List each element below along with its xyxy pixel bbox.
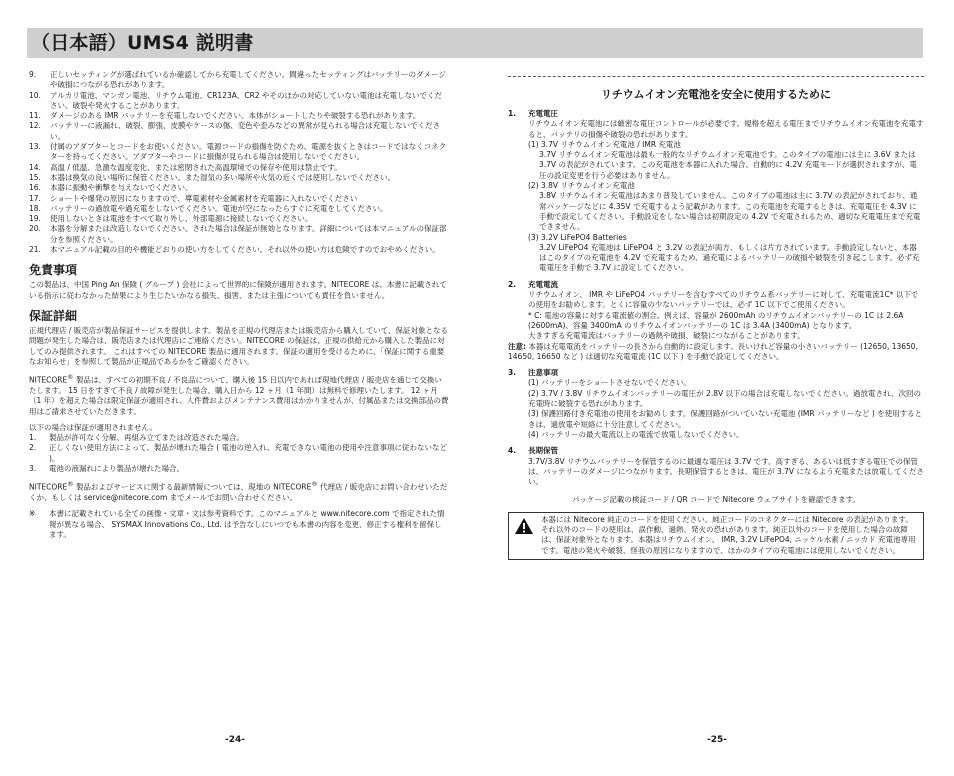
section-charge-current: 2. 充電電流 リチウムイオン、 IMR や LiFePO4 バッテリーを含むすべてのリチウム系バッテリーに対して、充電電流1C* 以下での使用をお勧めします。とくに容量の少ないバッテリーでは、必ず 1C 以下でご使用ください。 * C: 電池の容量に対する電流値の割合。例えば、容量が 2600mAh のリチウムイオンバッテリーの 1C は 2.6A (2600mA)、容量 3400mA のリチウムイオンバッテリーの 1C は 3.4A (3400mA) となります。 大きすぎる充電電流はバッテリーの過熱や破損、破裂につながることがあります。 注意: 本器は充電電流をバッテリーの長さから自動的に設定します。長いけれど容量の小さいバッテリー (12650, 13650, 14650, 16650 など ) は適切な充電電流 (1C 以下 ) を手動で設定してください。 [508,280,924,362]
verify-line: パッケージ記載の検証コード / QR コードで Nitecore ウェブサイトを確認できます。 [572,495,860,505]
section-charge-voltage: 1. 充電電圧 リチウムイオン充電池には厳密な電圧コントロールが必要です。規格を超える電圧までリチウムイオン充電池を充電すると、バッテリの損傷や破裂の恐れがあります。 (1) 3.7V リチウムイオン充電池 / IMR 充電池 3.7V リチウムイオン充電池は最も一般的なリチウムイオン充電池です。このタイプの電池には主に 3.6V または 3.7V の表記がされています。この充電池を本器に入れた場合、自動的に 4.2V 充電モードが選択されますが、電圧の設定変更を行う必要はありません。 (2) 3.8V リチウムイオン充電池 3.8V リチウムイオン充電池はあまり普及していません。このタイプの電池は主に 3.7V の表記がされており、通常パッケージなどに 4.35V で充電するよう記載があります。この充電池を充電するときは、充電電圧を 4.3V に手動で設定してください。手動設定をしない場合は初期設定の 4.2V で充電されるため、適切な充電電圧まで充電できません。 (3) 3.2V LiFePO4 Batteries 3.2V LiFePO4 充電池は LiFePO4 と 3.2V の表記が両方、もしくは片方されています。手動設定しないと、本器はこのタイプの充電池を 4.2V で充電するため、過充電によるバッテリーの破損や破裂を引き起こします。必ず充電電圧を手動で 3.7V に設定してください。 [508,109,924,273]
list-item: 10. アルカリ電池、マンガン電池、リチウム電池、CR123A、CR2 やそのほかの対応していない電池は充電しないでください。破裂や発火することがあります。 [29,90,442,110]
note-text: 本書に記載されている全ての画像・文章・文は参考資料です。このマニュアルと www.nitecore.com で指定された情報が異なる場合、 SYSMAX Innovations Co., Ltd. は予告なしにいつでも本書の内容を変更、修正する権利を留保します。 [49,509,445,539]
disclaimer-heading: 免責事項 [29,263,78,278]
warning-text: 本器には Nitecore 純正のコードを使用ください。純正コードのコネクターには Nitecore の表記があります。それ以外のコードの使用は、誤作動、過熱、発火の恐れがあります。純正以外のコードを使用した場合の故障は、保証対象外となります。本器はリチウムイオン、 IMR, 3.2V LiFePO4, ニッケル水素 / ニッカド 充電池専用です。電池の発火や破裂、怪我の原因になりますので、ほかのタイプの充電池には使用しないでください。 [541,514,916,555]
list-item: 3. 電池の液漏れにより製品が壊れた場合。 [29,464,184,473]
left-column [29,70,449,540]
section-storage: 4. 長期保管 3.7V/3.8V リチウムバッテリーを保管するのに最適な電圧は 3.7V です。高すぎる、あるいは低すぎる電圧での保管は、バッテリーのダメージにつながります。長期保管するときは、電圧が 3.7V になるよう充電または放電してください。 [508,446,924,487]
caution-list [29,70,449,255]
list-item: 17. ショートや爆発の原因になりますので、導電素材や金属素材を充電器に入れないでください [29,193,358,203]
page-title: （日本語）UMS4 説明書 [31,32,254,54]
list-item: 11. ダメージのある IMR バッテリーを充電しないでください。本体がショートしたりや破裂する恐れがあります。 [29,111,421,121]
list-item: 14. 高温 / 低温、急激な温度変化、または密閉された高温環境での保存や使用は禁止です。 [29,162,342,172]
list-item: 15. 本器は換気の良い場所に保管ください。また湿気の多い場所や火気の近くでは使用しないでください。 [29,172,395,182]
warranty-paragraph-1: 正規代理店 / 販売店が製品保証サービスを提供します。製品を正規の代理店または販売店から購入していて、保証対象となる問題が発生した場合は、販売店または代理店にご連絡ください。NITECORE の保証は、正規の供給元から購入した製品に対してのみ提供されます。 これはすべての NITECORE 製品に適用されます。保証の適用を受けるために、「保証に関する重要なお知らせ」を参照して製品が正規品であるかをご確認ください。 [29,325,449,366]
note-mark: ※ [29,509,36,519]
list-item: 9. 正しいセッティングが選ばれているか確認してから充電してください。間違ったセッティングはバッテリーのダメージや破損につながる恐れがあります。 [29,70,446,90]
list-item: 2. 正しくない使用方法によって、製品が壊れた場合 ( 電池の逆入れ、充電できない電池の使用や注意事項に従わないなど )。 [29,443,447,463]
section-cautions: 3. 注意事項 (1) バッテリーをショートさせないでください。 (2) 3.7V / 3.8V リチウムイオンバッテリーの電圧が 2.8V 以下の場合は充電しないでください。過放電され、次回の充電時に破裂する恐れがあります。 (3) 保護回路付き充電池の使用をお勧めします。保護回路がついていない充電池 (IMR バッテリーなど ) を使用するときは、過放電や短絡に十分注意してください。 (4) バッテリーの最大電流以上の電流で放電しないでください。 [508,368,923,439]
list-item: 20. 本器を分解または改造しないでください。された場合は保証が無効となります。詳細については本マニュアルの保証部分を参照ください。 [29,224,447,244]
disclaimer-text: この製品は、中国 Ping An 保険 ( グループ ) 会社によって世界的に保険が適用されます。NITECORE は、本書に記載されている指示に従わなかった結果により生じたいかなる損失、損害、または主張についても責任を負いません。 [29,280,447,300]
page-number-left: -24- [225,735,245,745]
warning-box [508,512,924,560]
warranty-heading: 保証詳細 [29,308,78,323]
attention-note: 注意: 本器は充電電流をバッテリーの長さから自動的に設定します。長いけれど容量の小さいバッテリー (12650, 13650, 14650, 16650 など ) は適切な充電電流 (1C 以下 ) を手動で設定してください。 [508,341,918,361]
list-item: 12. バッテリーに液漏れ、破裂、膨張、皮膜やケースの傷、変色や歪みなどの異常が見られる場合は充電しないでください。 [29,121,441,141]
list-item: 19. 使用しないときは電池をすべて取り外し、外部電源に接続しないでください。 [29,214,313,224]
right-column [508,76,924,560]
title-bar [27,28,923,58]
list-item: 13. 付属のアダプターとコードをお使いください。電源コードの損傷を防ぐため、電源を抜くときはコードではなくコネクターを持ってください。アダプターやコードに損傷が見られる場合は使用しないでください。 [29,142,447,162]
list-item: 18. バッテリーの過放電や過充電をしないでください。電池が空になったらすぐに充電をしてください。 [29,203,388,213]
warranty-invalid-list [29,433,449,474]
dashed-divider [508,76,924,77]
warranty-invalid-intro: 以下の場合は保証が適用されません。 [29,422,157,432]
contact-paragraph: NITECORE® 製品およびサービスに関する最新情報については、現地の NITECORE® 代理店 / 販売店にお問い合わせいただくか、もしくは service@nitecore.com までメールでお問い合わせください。 [29,481,448,503]
page-number-right: -25- [707,735,727,745]
safety-heading: リチウムイオン充電池を安全に使用するために [600,88,832,101]
list-item: 21. 本マニュアル記載の目的や機能どおりの使い方をしてください。それ以外の使い方は危険ですのでおやめください。 [29,245,440,255]
list-item: 1. 製品が許可なく分解、再組み立てまたは改造された場合。 [29,433,244,443]
footnote [29,509,449,540]
list-item: 16. 本器に振動や衝撃を与えないでください。 [29,183,193,193]
warning-icon [515,518,533,534]
warranty-paragraph-2: NITECORE® 製品は、すべての初期不良 / 不良品について、購入後 15 日以内であれば現地代理店 / 販売店を通じて交換いたします。 15 日をすぎて不良 / 故障が発生した場合、購入日から 12 ヶ月（1 年間）は無料で修理いたします。 12 ヶ月（1 年）を超えた場合は限定保証が適用され、人件費およびメンテナンス費用はかかりませんが、付属品または交換部品の費用はご請求させていただきます。 [29,374,449,416]
